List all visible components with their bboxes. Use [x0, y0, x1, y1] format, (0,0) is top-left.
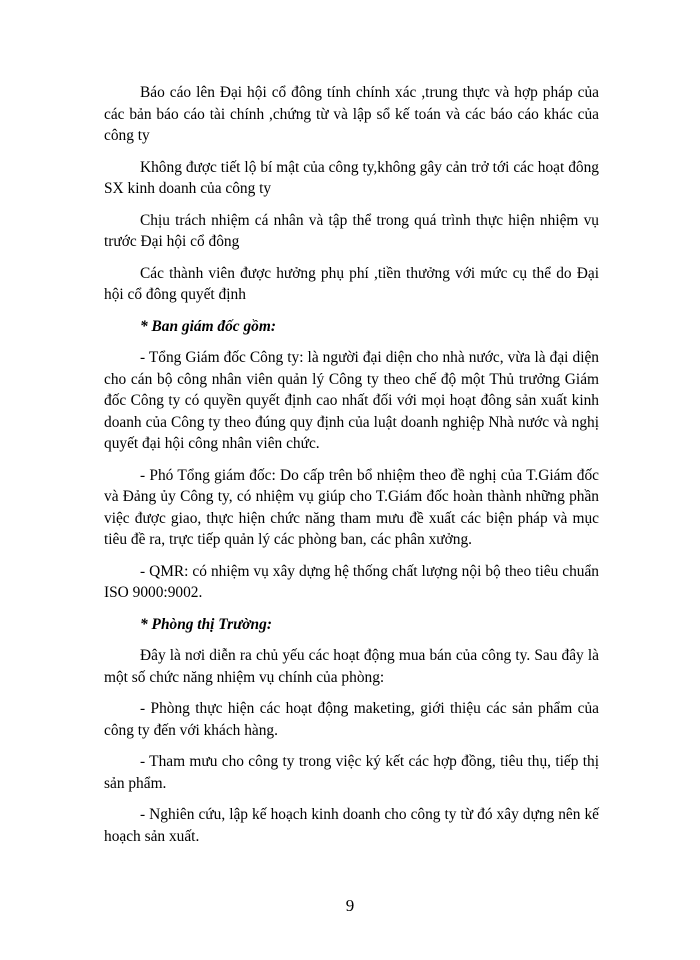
paragraph: - QMR: có nhiệm vụ xây dựng hệ thống chất lượng nội bộ theo tiêu chuẩn ISO 9000:9002.: [104, 562, 599, 601]
paragraph: - Phó Tổng giám đốc: Do cấp trên bổ nhiệm theo đề nghị của T.Giám đốc và Đảng ủy Công ty, có nhiệm vụ giúp cho T.Giám đốc hoàn thành những phần việc được giao, thực hiện chức năng tham mưu đề xuất các biện pháp và mục tiêu đề ra, trực tiếp quản lý các phòng ban, các phân xưởng.: [104, 466, 599, 548]
paragraph: - Tổng Giám đốc Công ty: là người đại diện cho nhà nước, vừa là đại diện cho cán bộ công nhân viên quản lý Công ty theo chế độ một Thủ trưởng Giám đốc Công ty có quyền quyết định cao nhất đối với mọi hoạt đông sản xuất kinh doanh của Công ty theo đúng quy định của luật doanh nghiệp Nhà nước và nghị quyết đại hội công nhân viên chức.: [104, 349, 599, 452]
paragraph: Báo cáo lên Đại hội cổ đông tính chính xác ,trung thực và hợp pháp của các bản báo cáo tài chính ,chứng từ và lập sổ kế toán và các báo cáo khác của công ty: [104, 84, 599, 144]
paragraph: - Phòng thực hiện các hoạt động maketing, giới thiệu các sản phẩm của công ty đến với khách hàng.: [104, 700, 599, 739]
section-heading-phong-thi-truong: * Phòng thị Trường:: [140, 615, 272, 633]
paragraph: Đây là nơi diễn ra chủ yếu các hoạt động mua bán của công ty. Sau đây là một số chức năng nhiệm vụ chính của phòng:: [104, 647, 599, 686]
paragraph: - Tham mưu cho công ty trong việc ký kết các hợp đồng, tiêu thụ, tiếp thị sản phẩm.: [104, 753, 599, 792]
paragraph: Các thành viên được hưởng phụ phí ,tiền thưởng với mức cụ thể do Đại hội cổ đông quyết định: [104, 264, 599, 303]
paragraph: - Nghiên cứu, lập kế hoạch kinh doanh cho công ty từ đó xây dựng nên kế hoạch sản xuất.: [104, 806, 599, 845]
paragraph: Chịu trách nhiệm cá nhân và tập thể trong quá trình thực hiện nhiệm vụ trước Đại hội cổ đông: [104, 211, 599, 250]
page-number: 9: [345, 896, 355, 915]
section-heading-ban-giam-doc: * Ban giám đốc gồm:: [140, 317, 276, 335]
paragraph: Không được tiết lộ bí mật của công ty,không gây cản trở tới các hoạt đông SX kinh doanh của công ty: [104, 158, 599, 197]
document-body: [104, 82, 599, 857]
